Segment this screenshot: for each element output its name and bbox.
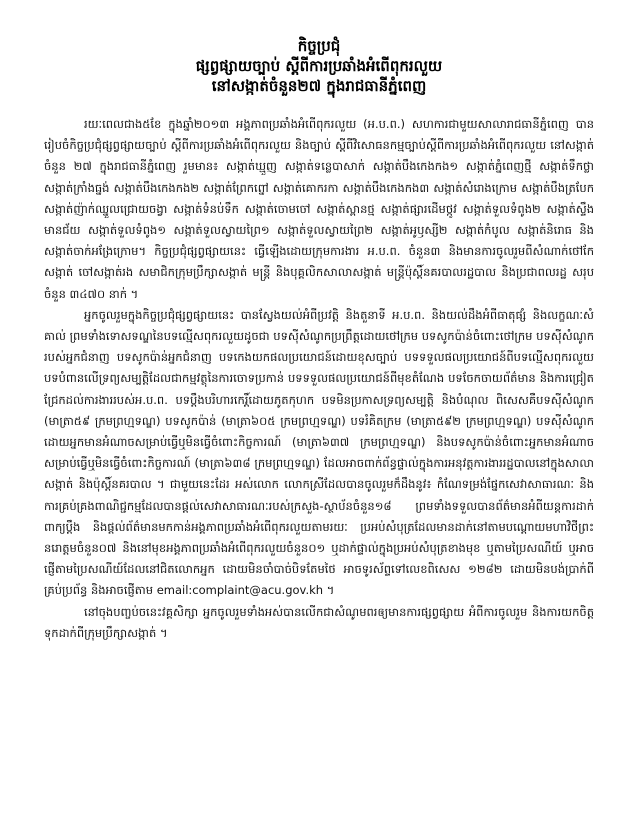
paragraph-content: អ្នកចូលរួមក្នុងកិច្ចប្រជុំផ្សព្វផ្សាយនេះ បានស្វែងយល់អំពីប្រវត្តិ និងតួនាទី អ.ប.ព. និងយល់ដឹងអំពីធាតុផ្សំ និងលក្ខណៈសំគាល់ ព្រមទាំងទោសទណ្ឌនៃបទល្មើសពុករលួយដូចជា បទស៊ីសំណូកប្រព្រឹត្តដោយថៅក្រម បទសូកប៉ាន់ចំពោះថៅក្រម បទស៊ីសំណូករបស់អ្នកជំនាញ បទសូកប៉ាន់អ្នកជំនាញ បទកេងយកផលប្រយោជន៍ដោយខុសច្បាប់ បទទទួលផលប្រយោជន៍ពីបទល្មើសពុករលួយ បទបំពានលើទ្រព្យសម្បត្តិដែលជាកម្មវត្ថុនៃការចោទប្រកាន់ បទទទួលផលប្រយោជន៍ពីមុខតំណែង បទចែកចាយព័ត៌មាន និងការជ្រៀតជ្រែកដល់ការងាររបស់អ.ប.ព. បទប្ដឹងបរិហារកេរ្តិ៍ដោយភូតកុហក បទមិនប្រកាសទ្រព្យសម្បត្តិ និងបំណុល ពិសេសគឺបទស៊ីសំណូក (មាត្រា៥៩ ក្រមព្រហ្មទណ្ឌ) បទសូកប៉ាន់ (មាត្រា៦០៥ ក្រមព្រហ្មទណ្ឌ) បទរំគិតក្រម (មាត្រា៥៩២ ក្រមព្រហ្មទណ្ឌ) បទស៊ីសំណូកដោយអ្នកមានអំណាចសម្រាប់ធ្វើឬមិនធ្វើចំពោះកិច្ចការណ៍ (មាត្រា៦៣៧ ក្រមព្រហ្មទណ្ឌ) និងបទសូកប៉ាន់ចំពោះអ្នកមានអំណាចសម្រាប់ធ្វើឬមិនធ្វើចំពោះកិច្ចការណ៍ (មាត្រា៦៣៨ ក្រមព្រហ្មទណ្ឌ) ដែលអាចពាក់ព័ន្ធផ្ទាល់ក្នុងការអនុវត្តការងាររដ្ឋបាលនៅក្នុងសាលាសង្កាត់ និងប៉ុស្តិ៍នគរបាល ។ ជាមួយនេះដែរ អស់លោក លោកស្រីដែលបានចូលរួមក៏ដឹងនូវ៖ កំណែទម្រង់ផ្នែកសេវាសាធារណៈ និងការគ្រប់គ្រងពាណិជ្ជកម្មដែលបានផ្ដល់សេវាសាធារណៈរបស់ក្រសួង-ស្ថាប័នចំនួន១៨ ព្រមទាំងទទួលបានព័ត៌មានអំពីយន្តការដាក់ពាក្យប្ដឹង និងផ្ដល់ព័ត៌មានមកកាន់អង្គភាពប្រឆាំងអំពើពុករលួយតាមរយៈ ប្រអប់សំបុត្រដែលមានដាក់នៅតាមបណ្តោយមហាវិថីព្រះនរោត្តមចំនួន០៧ និងនៅមុខអង្គភាពប្រឆាំងអំពើពុករលួយចំនួន០១ ឬដាក់ផ្ទាល់ក្នុងប្រអប់សំបុត្រខាងមុខ ឬតាមប្រៃសណីយ៍ ឬអាចផ្ញើតាមប្រៃសណីយ៍ដែលនៅជិតលោកអ្នក ដោយមិនចាំបាច់បិទតែមថៃ អាចទូរស័ព្ទទៅលេខពិសេស ១២៨២ ដោយមិនបង់ប្រាក់ពីគ្រប់ប្រព័ន្ធ និងអាចផ្ញើតាម email:complaint@acu.gov.kh ។ (44, 307, 594, 598)
document-title-block (44, 36, 594, 96)
document-subtitle-location: នៅសង្កាត់ចំនួន២៧ ក្នុងរាជធានីភ្នំពេញ (211, 77, 427, 95)
document-title: កិច្ចប្រជុំ (297, 37, 341, 55)
document-body (44, 114, 594, 644)
document-subtitle: ផ្សព្វផ្សាយច្បាប់ ស្តីពីការប្រឆាំងអំពើពុករលួយ (195, 57, 443, 75)
paragraph-conclusion: នៅចុងបញ្ចប់ចនេះវគ្គសិក្សា អ្នកចូលរួមទាំងអស់បានលើកជាសំណូមពរឲ្យមានការផ្សព្វផ្សាយ អំពីការចូលរួម និងការយកចិត្តទុកដាក់ពីក្រុមប្រឹក្សាសង្កាត់ ។ (44, 604, 594, 640)
paragraph-intro: រយៈពេលជាង៥ខែ ក្នុងឆ្នាំ២០១៣ អង្គភាពប្រឆាំងអំពើពុករលួយ (អ.ប.ព.) សហការជាមួយសាលារាជធានីភ្នំពេញ បានរៀបចំកិច្ចប្រជុំផ្សព្វផ្សាយច្បាប់ ស្តីពីការប្រឆាំងអំពើពុករលួយ និងច្បាប់ ស្តីពីវិសោធនកម្មច្បាប់ស្តីពីការប្រឆាំងអំពើពុករលួយ នៅសង្កាត់ចំនួន ២៧ ក្នុងរាជធានីភ្នំពេញ រួមមាន៖ សង្កាត់ឃ្មួញ សង្កាត់ទន្លេបាសាក់ សង្កាត់បឹងកេងកង១ សង្កាត់ភ្នំពេញថ្មី សង្កាត់ទឹកថ្លា សង្កាត់ក្រាំងធ្នង់ សង្កាត់បឹងកេងកង២ សង្កាត់ព្រែកព្នៅ សង្កាត់គោករកា សង្កាត់បឹងកេងកង៣ សង្កាត់សំរោងក្រោម សង្កាត់បឹងត្របែក សង្កាត់ញ៉ាក់ឈ្នួលជ្រោយចង្វា សង្កាត់ទំនប់ទឹក សង្កាត់ចោមចៅ សង្កាត់ស្ពានថ្ម សង្កាត់ផ្សារដើមថ្កូវ សង្កាត់ទួលទំពូង២ សង្កាត់ស្ទឹងមានជ័យ សង្កាត់ទួលទំពូង១ សង្កាត់ទួលស្វាយព្រៃ១ សង្កាត់ទួលស្វាយព្រៃ២ សង្កាត់អូឫស្សី២ សង្កាត់កំបូល សង្កាត់និរោធ និងសង្កាត់ចាក់អង្រែក្រោម។ កិច្ចប្រជុំផ្សព្វផ្សាយនេះ ធ្វើឡើងដោយក្រុមការងារ អ.ប.ព. ចំនួន៣ និងមានការចូលរួមពីសំណាក់ថៅកែសង្កាត់ ចៅសង្កាត់រង សមាជិកក្រុមប្រឹក្សាសង្កាត់ មន្ត្រី និងបុគ្គលិកសាលាសង្កាត់ មន្ត្រីប៉ុស្តិ៍នគរបាលរដ្ឋបាល និងប្រជាពលរដ្ឋ សរុបចំនួន ៣៤៧០ នាក់ ។ (44, 117, 594, 301)
